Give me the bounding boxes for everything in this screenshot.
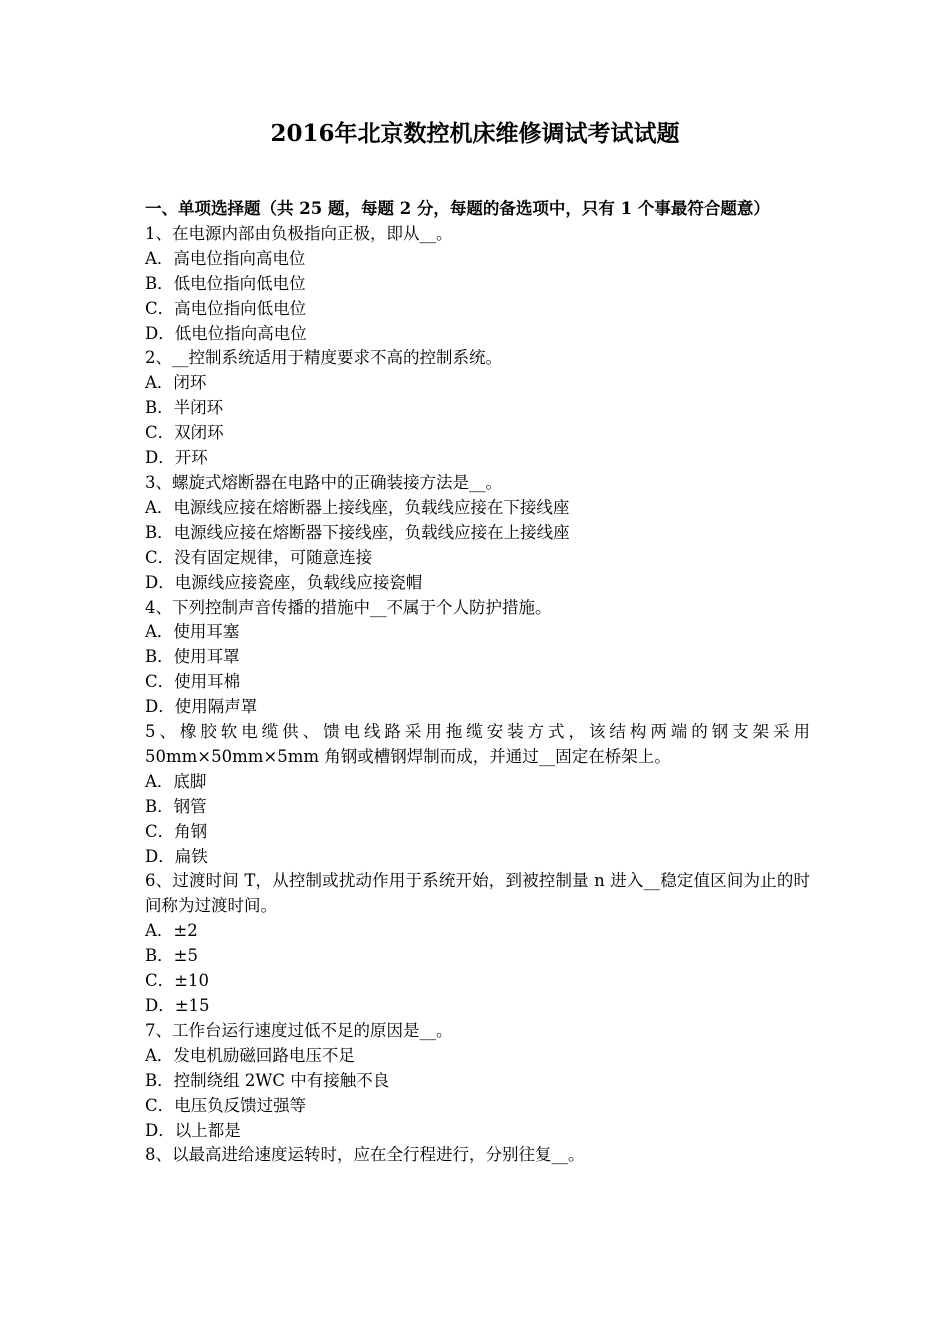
option-b: B．电源线应接在熔断器下接线座，负载线应接在上接线座 <box>145 522 570 542</box>
option-d: D．±15 <box>145 996 210 1015</box>
option-c: C．使用耳棉 <box>145 672 241 692</box>
option-b: B．±5 <box>145 946 198 966</box>
section-heading: 一、单项选择题（共 25 题，每题 2 分，每题的备选项中，只有 1 个事最符合题意） <box>145 199 770 218</box>
option-c: C．±10 <box>145 971 209 991</box>
question-text: 1、在电源内部由负极指向正极，即从__。 <box>145 223 453 243</box>
option-c: C．没有固定规律，可随意连接 <box>145 547 373 567</box>
question-text: 6、过渡时间 T，从控制或扰动作用于系统开始，到被控制量 n 进入__稳定值区间为止的时间称为过渡时间。 <box>145 871 810 916</box>
option-d: D．电源线应接瓷座，负载线应接瓷帽 <box>145 572 423 592</box>
option-a: A．±2 <box>145 921 198 941</box>
question-text: 3、螺旋式熔断器在电路中的正确装接方法是__。 <box>145 472 502 492</box>
document-body <box>145 197 810 1168</box>
option-b: B．控制绕组 2WC 中有接触不良 <box>145 1070 390 1090</box>
option-d: D．低电位指向高电位 <box>145 323 307 343</box>
option-a: A．高电位指向高电位 <box>145 248 306 268</box>
question-text: 5、橡胶软电缆供、馈电线路采用拖缆安装方式，该结构两端的钢支架采用 50mm×50mm×5mm 角钢或槽钢焊制而成，并通过__固定在桥架上。 <box>145 722 810 766</box>
option-b: B．低电位指向低电位 <box>145 273 306 293</box>
option-d: D．开环 <box>145 448 208 468</box>
option-b: B．半闭环 <box>145 398 224 418</box>
question-text: 8、以最高进给速度运转时，应在全行程进行，分别往复__。 <box>145 1145 585 1165</box>
option-c: C．双闭环 <box>145 423 224 443</box>
option-d: D．使用隔声罩 <box>145 697 258 717</box>
option-a: A．发电机励磁回路电压不足 <box>145 1045 355 1065</box>
option-d: D．扁铁 <box>145 846 208 866</box>
option-a: A．使用耳塞 <box>145 622 240 642</box>
option-b: B．使用耳罩 <box>145 647 240 667</box>
option-a: A．底脚 <box>145 771 207 791</box>
option-c: C．电压负反馈过强等 <box>145 1095 307 1115</box>
document-title: 2016年北京数控机床维修调试考试试题 <box>270 120 680 147</box>
option-c: C．高电位指向低电位 <box>145 298 307 318</box>
option-a: A．闭环 <box>145 373 207 393</box>
option-c: C．角钢 <box>145 821 208 841</box>
option-b: B．钢管 <box>145 796 207 816</box>
question-text: 7、工作台运行速度过低不足的原因是__。 <box>145 1020 453 1040</box>
question-text: 4、下列控制声音传播的措施中__不属于个人防护措施。 <box>145 597 552 617</box>
question-text: 2、__控制系统适用于精度要求不高的控制系统。 <box>145 348 502 368</box>
option-a: A．电源线应接在熔断器上接线座，负载线应接在下接线座 <box>145 497 570 517</box>
option-d: D．以上都是 <box>145 1120 241 1140</box>
